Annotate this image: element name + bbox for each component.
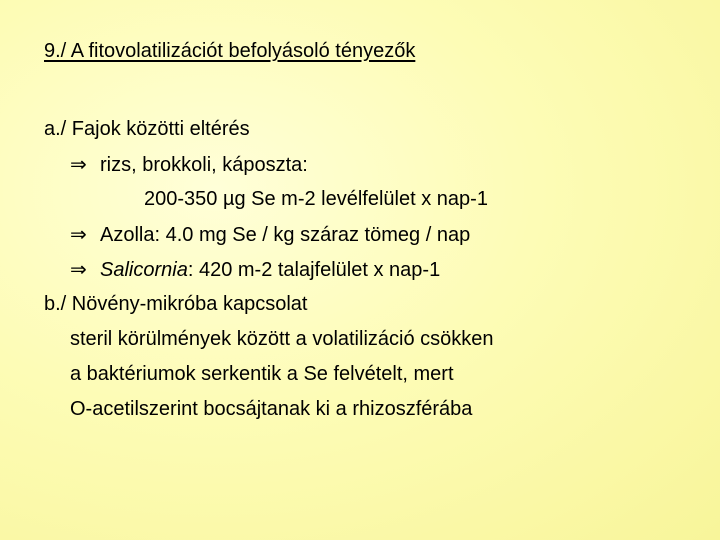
list-item-text: rizs, brokkoli, káposzta:: [100, 154, 308, 176]
list-item-text: : 420 m-2 talajfelület x nap-1: [187, 259, 441, 281]
list-item-detail: 200-350 µg Se m-2 levélfelület x nap-1: [144, 188, 488, 210]
implies-arrow-icon: ⇒: [70, 152, 87, 176]
section-b-line: O-acetilszerint bocsájtanak ki a rhizoszférába: [70, 398, 473, 420]
section-b-heading: b./ Növény-mikróba kapcsolat: [44, 293, 308, 315]
slide-body: [44, 112, 704, 427]
list-item-text: Azolla: 4.0 mg Se / kg száraz tömeg / nap: [100, 224, 471, 246]
implies-arrow-icon: ⇒: [70, 257, 87, 281]
list-item: [44, 217, 704, 252]
section-a-heading: a./ Fajok közötti eltérés: [44, 118, 250, 140]
species-name: Salicornia: [100, 259, 188, 281]
list-item: [44, 147, 704, 182]
section-b-line: steril körülmények között a volatilizáció csökken: [70, 328, 494, 350]
section-b-line: a baktériumok serkentik a Se felvételt, mert: [70, 363, 454, 385]
implies-arrow-icon: ⇒: [70, 222, 87, 246]
list-item: [44, 252, 704, 287]
slide-title: 9./ A fitovolatilizációt befolyásoló tényezők: [44, 40, 416, 62]
